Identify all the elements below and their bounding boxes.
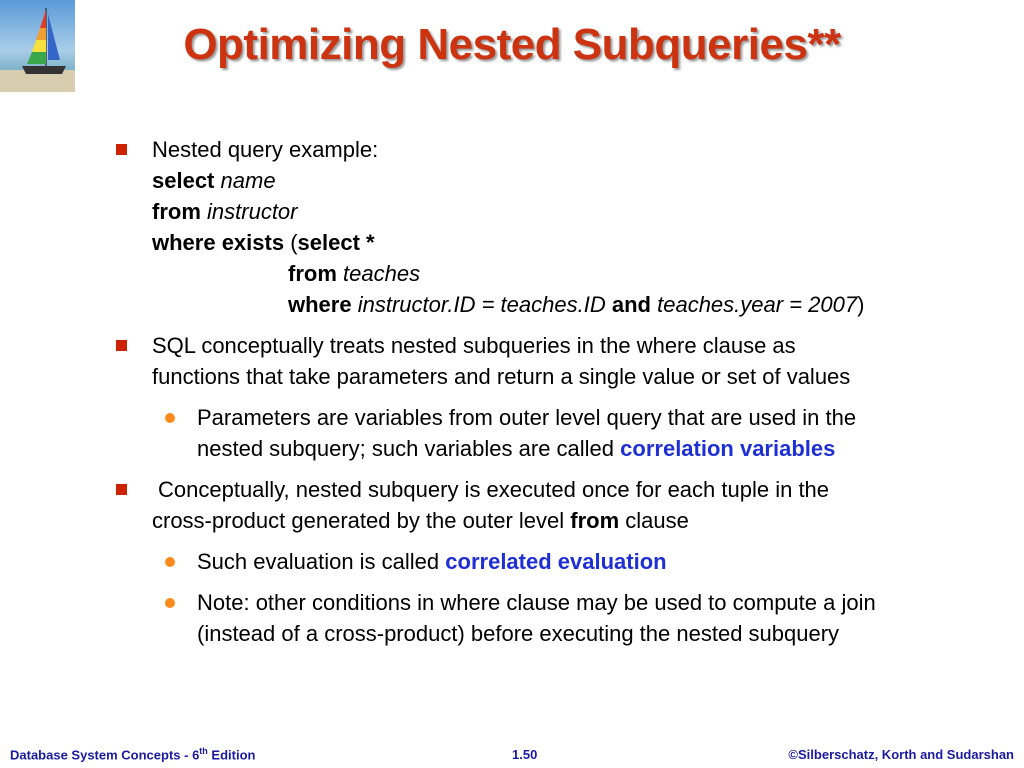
- bullet-text: SQL conceptually treats nested subqueries in the where clause as: [152, 333, 796, 358]
- sub-bullet-text: Note: other conditions in where clause may be used to compute a join: [197, 590, 876, 615]
- bullet-text-continued: [110, 505, 1015, 536]
- footer-superscript: th: [199, 745, 208, 756]
- sub-bullet-text: Such evaluation is called: [197, 549, 440, 574]
- square-bullet-icon: [116, 144, 127, 155]
- footer-text: Database System Concepts - 6: [10, 747, 200, 762]
- sql-keyword: where exists: [152, 230, 285, 255]
- bullet-text: clause: [625, 508, 689, 533]
- sql-keyword: select: [297, 230, 360, 255]
- round-bullet-icon: [165, 598, 175, 608]
- sub-bullet-note: [110, 587, 1015, 618]
- sql-paren: ): [857, 292, 865, 317]
- sql-identifier: instructor: [207, 199, 298, 224]
- bullet-text: Conceptually, nested subquery is executed once for each tuple in the: [158, 477, 830, 502]
- bullet-text: functions that take parameters and return a single value or set of values: [152, 364, 851, 389]
- bullet-sql-conceptually: [110, 330, 1015, 361]
- sql-keyword: from: [288, 261, 337, 286]
- sub-bullet-text: (instead of a cross-product) before executing the nested subquery: [197, 621, 840, 646]
- sql-keyword: where: [288, 292, 352, 317]
- sql-identifier: *: [366, 230, 375, 255]
- sub-bullet-such-evaluation: [110, 546, 1015, 577]
- round-bullet-icon: [165, 557, 175, 567]
- code-line-select: [110, 165, 1015, 196]
- sub-bullet-text: Parameters are variables from outer level query that are used in the: [197, 405, 857, 430]
- square-bullet-icon: [116, 340, 127, 351]
- sub-bullet-text-continued: [110, 618, 1015, 649]
- slide-title: Optimizing Nested Subqueries**: [183, 20, 841, 69]
- sub-bullet-text-continued: [110, 433, 1015, 464]
- code-line-where-exists: [110, 227, 1015, 258]
- sql-keyword: and: [611, 292, 651, 317]
- bullet-text-continued: [110, 361, 1015, 392]
- footer-slide-number: 1.50: [512, 747, 538, 762]
- sub-bullet-parameters: [110, 402, 1015, 433]
- highlight-term: correlation variables: [620, 436, 836, 461]
- sql-condition: instructor.ID = teaches.ID: [357, 292, 606, 317]
- bullet-text: cross-product generated by the outer level: [152, 508, 565, 533]
- footer-book-title: [10, 746, 255, 762]
- sql-identifier: name: [220, 168, 276, 193]
- highlight-term: correlated evaluation: [445, 549, 667, 574]
- sql-keyword: select: [152, 168, 215, 193]
- code-line-from: [110, 196, 1015, 227]
- bullet-text: Nested query example:: [152, 137, 379, 162]
- bullet-conceptually-executed: [110, 474, 1015, 505]
- sql-keyword: from: [570, 508, 620, 533]
- code-line-inner-where: [110, 289, 1015, 320]
- sql-keyword: from: [152, 199, 201, 224]
- sql-paren: (: [290, 230, 298, 255]
- round-bullet-icon: [165, 413, 175, 423]
- slide-body: [110, 134, 1015, 649]
- footer-text: Edition: [211, 747, 256, 762]
- bullet-nested-query: [110, 134, 1015, 165]
- sql-identifier: teaches: [343, 261, 421, 286]
- footer-copyright: ©Silberschatz, Korth and Sudarshan: [788, 747, 1014, 762]
- sub-bullet-text: nested subquery; such variables are called: [197, 436, 615, 461]
- sql-condition: teaches.year = 2007: [657, 292, 858, 317]
- square-bullet-icon: [116, 484, 127, 495]
- code-line-inner-from: [110, 258, 1015, 289]
